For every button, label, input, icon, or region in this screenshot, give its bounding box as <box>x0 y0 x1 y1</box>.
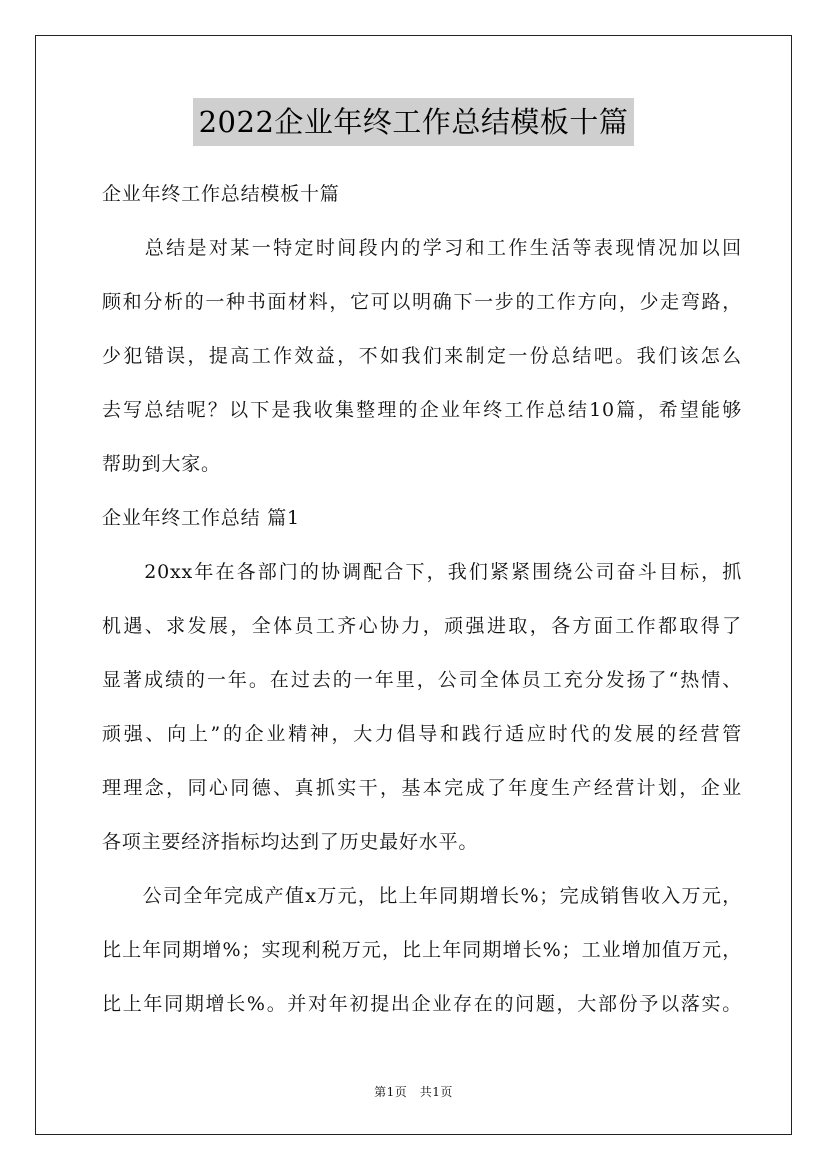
section-heading: 企业年终工作总结 篇1 <box>102 507 300 529</box>
para1-line-4: 顽强、向上”的企业精神，大力倡导和践行适应时代的发展的经营管 <box>102 723 742 745</box>
intro-line-4: 去写总结呢？以下是我收集整理的企业年终工作总结10篇，希望能够 <box>102 399 742 421</box>
para2-line-2: 比上年同期增%；实现利税万元，比上年同期增长%；工业增加值万元， <box>102 939 742 961</box>
para2-line-1: 公司全年完成产值x万元，比上年同期增长%；完成销售收入万元， <box>102 885 742 907</box>
para2-line-3: 比上年同期增长%。并对年初提出企业存在的问题，大部份予以落实。 <box>102 993 742 1015</box>
intro-line-1: 总结是对某一特定时间段内的学习和工作生活等表现情况加以回 <box>102 237 742 259</box>
intro-line-3: 少犯错误，提高工作效益，不如我们来制定一份总结吧。我们该怎么 <box>102 345 742 367</box>
document-title: 2022企业年终工作总结模板十篇 <box>193 98 635 146</box>
para1-line-3: 显著成绩的一年。在过去的一年里，公司全体员工充分发扬了“热情、 <box>102 669 742 691</box>
title-container <box>0 98 827 146</box>
document-subtitle: 企业年终工作总结模板十篇 <box>102 183 340 205</box>
para1-line-5: 理理念，同心同德、真抓实干，基本完成了年度生产经营计划，企业 <box>102 777 742 799</box>
intro-line-5: 帮助到大家。 <box>102 453 221 475</box>
para1-line-2: 机遇、求发展，全体员工齐心协力，顽强进取，各方面工作都取得了 <box>102 615 742 637</box>
intro-line-2: 顾和分析的一种书面材料，它可以明确下一步的工作方向，少走弯路， <box>102 291 742 313</box>
para1-line-1: 20xx年在各部门的协调配合下，我们紧紧围绕公司奋斗目标，抓 <box>102 561 742 583</box>
para1-line-6: 各项主要经济指标均达到了历史最好水平。 <box>102 831 479 853</box>
page-number: 第1页 共1页 <box>374 1085 453 1099</box>
